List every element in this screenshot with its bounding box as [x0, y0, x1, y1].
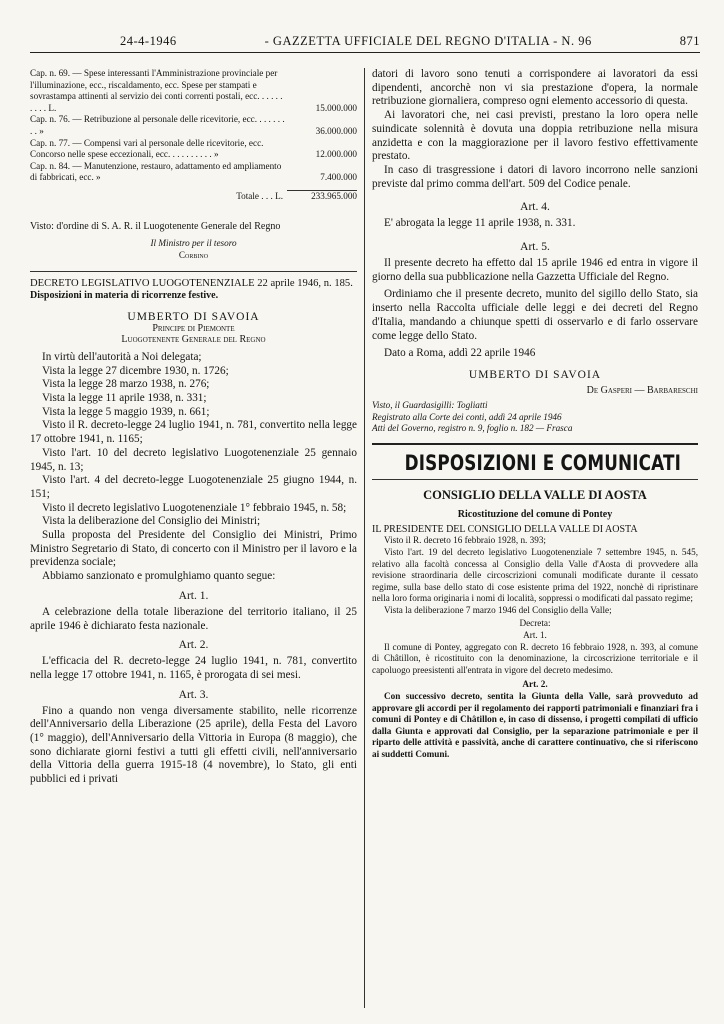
decree-subject: Disposizioni in materia di ricorrenze festive. [30, 290, 219, 302]
council-subject: Ricostituzione del comune di Pontey [457, 508, 613, 520]
signer-name: UMBERTO DI SAVOIA [468, 368, 602, 381]
section-rule [30, 271, 357, 272]
preamble-line: In virtù dell'autorità a Noi delegata; [42, 350, 202, 363]
header-date: 24-4-1946 [120, 34, 177, 48]
sovereign-title-2: Luogotenente Generale del Regno [121, 333, 266, 345]
article-1-text: A celebrazione della totale liberazione del territorio italiano, il 25 aprile 1946 è dichiarato festa nazionale. [30, 605, 357, 632]
section-rule-heavy [372, 443, 698, 445]
expense-row [30, 68, 357, 114]
sovereign-title-1: Principe di Piemonte [152, 322, 235, 334]
section-rule [372, 479, 698, 480]
header-title: - GAZZETTA UFFICIALE DEL REGNO D'ITALIA - N. 96 [264, 34, 592, 48]
expense-row [30, 161, 357, 184]
preamble-line: Vista la legge 11 aprile 1938, n. 331; [42, 392, 207, 405]
preamble-line: Visto il decreto legislativo Luogotenenziale 1° febbraio 1945, n. 58; [42, 501, 347, 514]
council-visto: Visto l'art. 19 del decreto legislativo Luogotenenziale 7 settembre 1945, n. 545, relativo alla facoltà concessa al Consiglio della Valle d'Aosta di provvedere alla revisione straordinaria delle circoscrizioni comunali modificate durante il cessato regime, sulla base dello stato di cose esistente prima del 1922, nonchè di ripristinare nella loro forma originaria i nomi di località, soppressi o modificati dal passato regime; [372, 546, 698, 604]
expense-total-row [30, 190, 357, 203]
section-heading: DISPOSIZIONI E COMUNICATI [404, 450, 682, 475]
registration-line-1: Visto, il Guardasigilli: Togliatti [372, 399, 488, 410]
cosigners: De Gasperi — Barbareschi [586, 384, 698, 396]
article-2-title: Art. 2. [178, 639, 209, 652]
minister-title: Il Ministro per il tesoro [150, 238, 237, 249]
article-1-title: Art. 1. [178, 589, 209, 602]
president-heading: IL PRESIDENTE DEL CONSIGLIO DELLA VALLE DI AOSTA [372, 523, 638, 535]
preamble-line: Visto l'art. 10 del decreto legislativo Luogotenenziale 25 gennaio 1945, n. 13; [30, 446, 357, 473]
article-5-text: Il presente decreto ha effetto dal 15 aprile 1946 ed entra in vigore il giorno della sua pubblicazione nella Gazzetta Ufficiale del Regno. [372, 257, 698, 283]
article-4-title: Art. 4. [520, 201, 550, 214]
article-3-paragraph-3: In caso di trasgressione i datori di lavoro incorrono nelle sanzioni previste dal primo comma dell'art. 509 del Codice penale. [372, 163, 698, 190]
expense-desc: Cap. n. 77. — Compensi vari al personale delle ricevitorie, ecc. Concorso nelle spese eccezionali, ecc. . . . . . . . . . » [30, 137, 264, 160]
expense-desc: Cap. n. 69. — Spese interessanti l'Amministrazione provinciale per l'illuminazione, ecc., riscaldamento, ecc. Spese per stampati e sovrastampa attinenti al servizio dei conti correnti postali, ecc. . . . . . . . . . L. [30, 68, 283, 113]
preamble-line: Vista la legge 28 marzo 1938, n. 276; [42, 378, 210, 391]
council-article-1-text: Il comune di Pontey, aggregato con R. decreto 16 febbraio 1928, n. 393, al comune di Châtillon, è ricostituito con la denominazione, la circoscrizione territoriale e il capoluogo preesistenti all'entrata in vigore del decreto medesimo. [372, 641, 698, 675]
expense-desc: Cap. n. 84. — Manutenzione, restauro, adattamento ed ampliamento di fabbricati, ecc. » [30, 160, 282, 183]
preamble [30, 351, 357, 584]
expense-desc: Cap. n. 76. — Retribuzione al personale delle ricevitorie, ecc. . . . . . . . . » [30, 114, 285, 136]
sovereign-name: UMBERTO DI SAVOIA [127, 310, 260, 323]
decree-title: DECRETO LEGISLATIVO LUOGOTENENZIALE 22 aprile 1946, n. 185. [30, 278, 353, 290]
article-2-text: L'efficacia del R. decreto-legge 24 luglio 1941, n. 781, convertito nella legge 17 ottobre 1941, n. 1165, è prorogata di sei mesi. [30, 655, 357, 681]
expense-amount: 7.400.000 [320, 172, 357, 183]
article-3-text: Fino a quando non venga diversamente stabilito, nelle ricorrenze dell'Anniversario della Liberazione (25 aprile), della Festa del Lavoro (1° maggio), dell'Anniversario della Vittoria in Europa (8 maggio), che sono dichiarate giorni festivi a tutti gli effetti civili, nell'anniversario della Vittoria della guerra 1915-18 (4 novembre), lo Stato, gli enti pubblici ed i privati [30, 704, 357, 786]
preamble-line: Vista la deliberazione del Consiglio dei Ministri; [42, 515, 261, 528]
total-label: Totale . . . L. [236, 190, 283, 201]
expense-row [30, 114, 357, 137]
column-divider [364, 68, 365, 1008]
expense-amount: 36.000.000 [315, 125, 357, 136]
promulgation-order: Ordiniamo che il presente decreto, munito del sigillo dello Stato, sia inserto nella Raccolta ufficiale delle leggi e dei decreti del Regno d'Italia, mandando a chiunque spetti di osservarlo e di farlo osservare come legge dello Stato. [372, 288, 698, 342]
article-3-paragraph-2: Ai lavoratori che, nei casi previsti, prestano la loro opera nelle suindicate solennità è dovuta una doppia retribuzione nella misura anzidetta e con la maggiorazione per il lavoro festivo effettivamente prestato. [372, 109, 698, 163]
right-column [372, 68, 698, 761]
council-article-2-text: Con successivo decreto, sentita la Giunta della Valle, sarà provveduto ad approvare gli accordi per il regolamento dei rapporti patrimoniali e finanziari fra i comuni di Pontey e di Châtillon e, in caso di dissenso, i progetti compilati di ufficio dalla Giunta e approvati dal Consiglio, per la separazione patrimoniale e per il riparto delle attività e passività, anche di carattere continuativo, che si riferiscono ai suddetti Comuni. [372, 691, 698, 760]
header-page-number: 871 [679, 34, 700, 48]
left-column [30, 68, 357, 787]
total-amount: 233.965.000 [287, 190, 357, 203]
council-preamble [372, 535, 698, 616]
council-visto: Vista la deliberazione 7 marzo 1946 del Consiglio della Valle; [384, 604, 612, 615]
decreta-label: Decreta: [519, 618, 551, 629]
preamble-line: Visto il R. decreto-legge 24 luglio 1941, n. 781, convertito nella legge 17 ottobre 1941, n. 1165; [30, 419, 357, 446]
expense-amount: 15.000.000 [315, 102, 357, 113]
council-visto: Visto il R. decreto 16 febbraio 1928, n. 393; [384, 535, 546, 546]
given-at: Dato a Roma, addì 22 aprile 1946 [384, 347, 536, 360]
expense-amount: 12.000.000 [315, 149, 357, 160]
article-4-text: E' abrogata la legge 11 aprile 1938, n. 331. [384, 217, 576, 230]
header-rule [30, 52, 700, 53]
preamble-line: Vista la legge 27 dicembre 1930, n. 1726; [42, 364, 229, 377]
preamble-line: Vista la legge 5 maggio 1939, n. 661; [42, 405, 210, 418]
visto-line: Visto: d'ordine di S. A. R. il Luogotenente Generale del Regno [30, 220, 281, 232]
expense-row [30, 138, 357, 161]
registration-line-3: Atti del Governo, registro n. 9, foglio n. 182 — Frasca [372, 423, 573, 434]
article-3-continuation: datori di lavoro sono tenuti a corrispondere ai lavoratori da essi dipendenti, ancorchè non vi sia prestazione d'opera, la normale retribuzione giornaliera, compreso ogni elemento accessorio di questa. [372, 68, 698, 108]
minister-name: Corbino [178, 249, 209, 260]
preamble-line: Abbiamo sanzionato e promulghiamo quanto segue: [42, 570, 276, 583]
expense-table [30, 68, 357, 203]
council-article-1-title: Art. 1. [523, 630, 547, 641]
council-heading: CONSIGLIO DELLA VALLE DI AOSTA [423, 487, 647, 502]
article-3-title: Art. 3. [178, 688, 209, 701]
council-article-2-title: Art. 2. [522, 679, 548, 690]
preamble-line: Visto l'art. 4 del decreto-legge Luogotenenziale 25 giugno 1944, n. 151; [30, 474, 357, 500]
registration-line-2: Registrato alla Corte dei conti, addì 24 aprile 1946 [372, 411, 562, 422]
article-5-title: Art. 5. [520, 241, 550, 254]
preamble-line: Sulla proposta del Presidente del Consiglio dei Ministri, Primo Ministro Segretario di Stato, di concerto con il Ministro per il lavoro e la previdenza sociale; [30, 529, 357, 569]
page-header [120, 34, 700, 49]
